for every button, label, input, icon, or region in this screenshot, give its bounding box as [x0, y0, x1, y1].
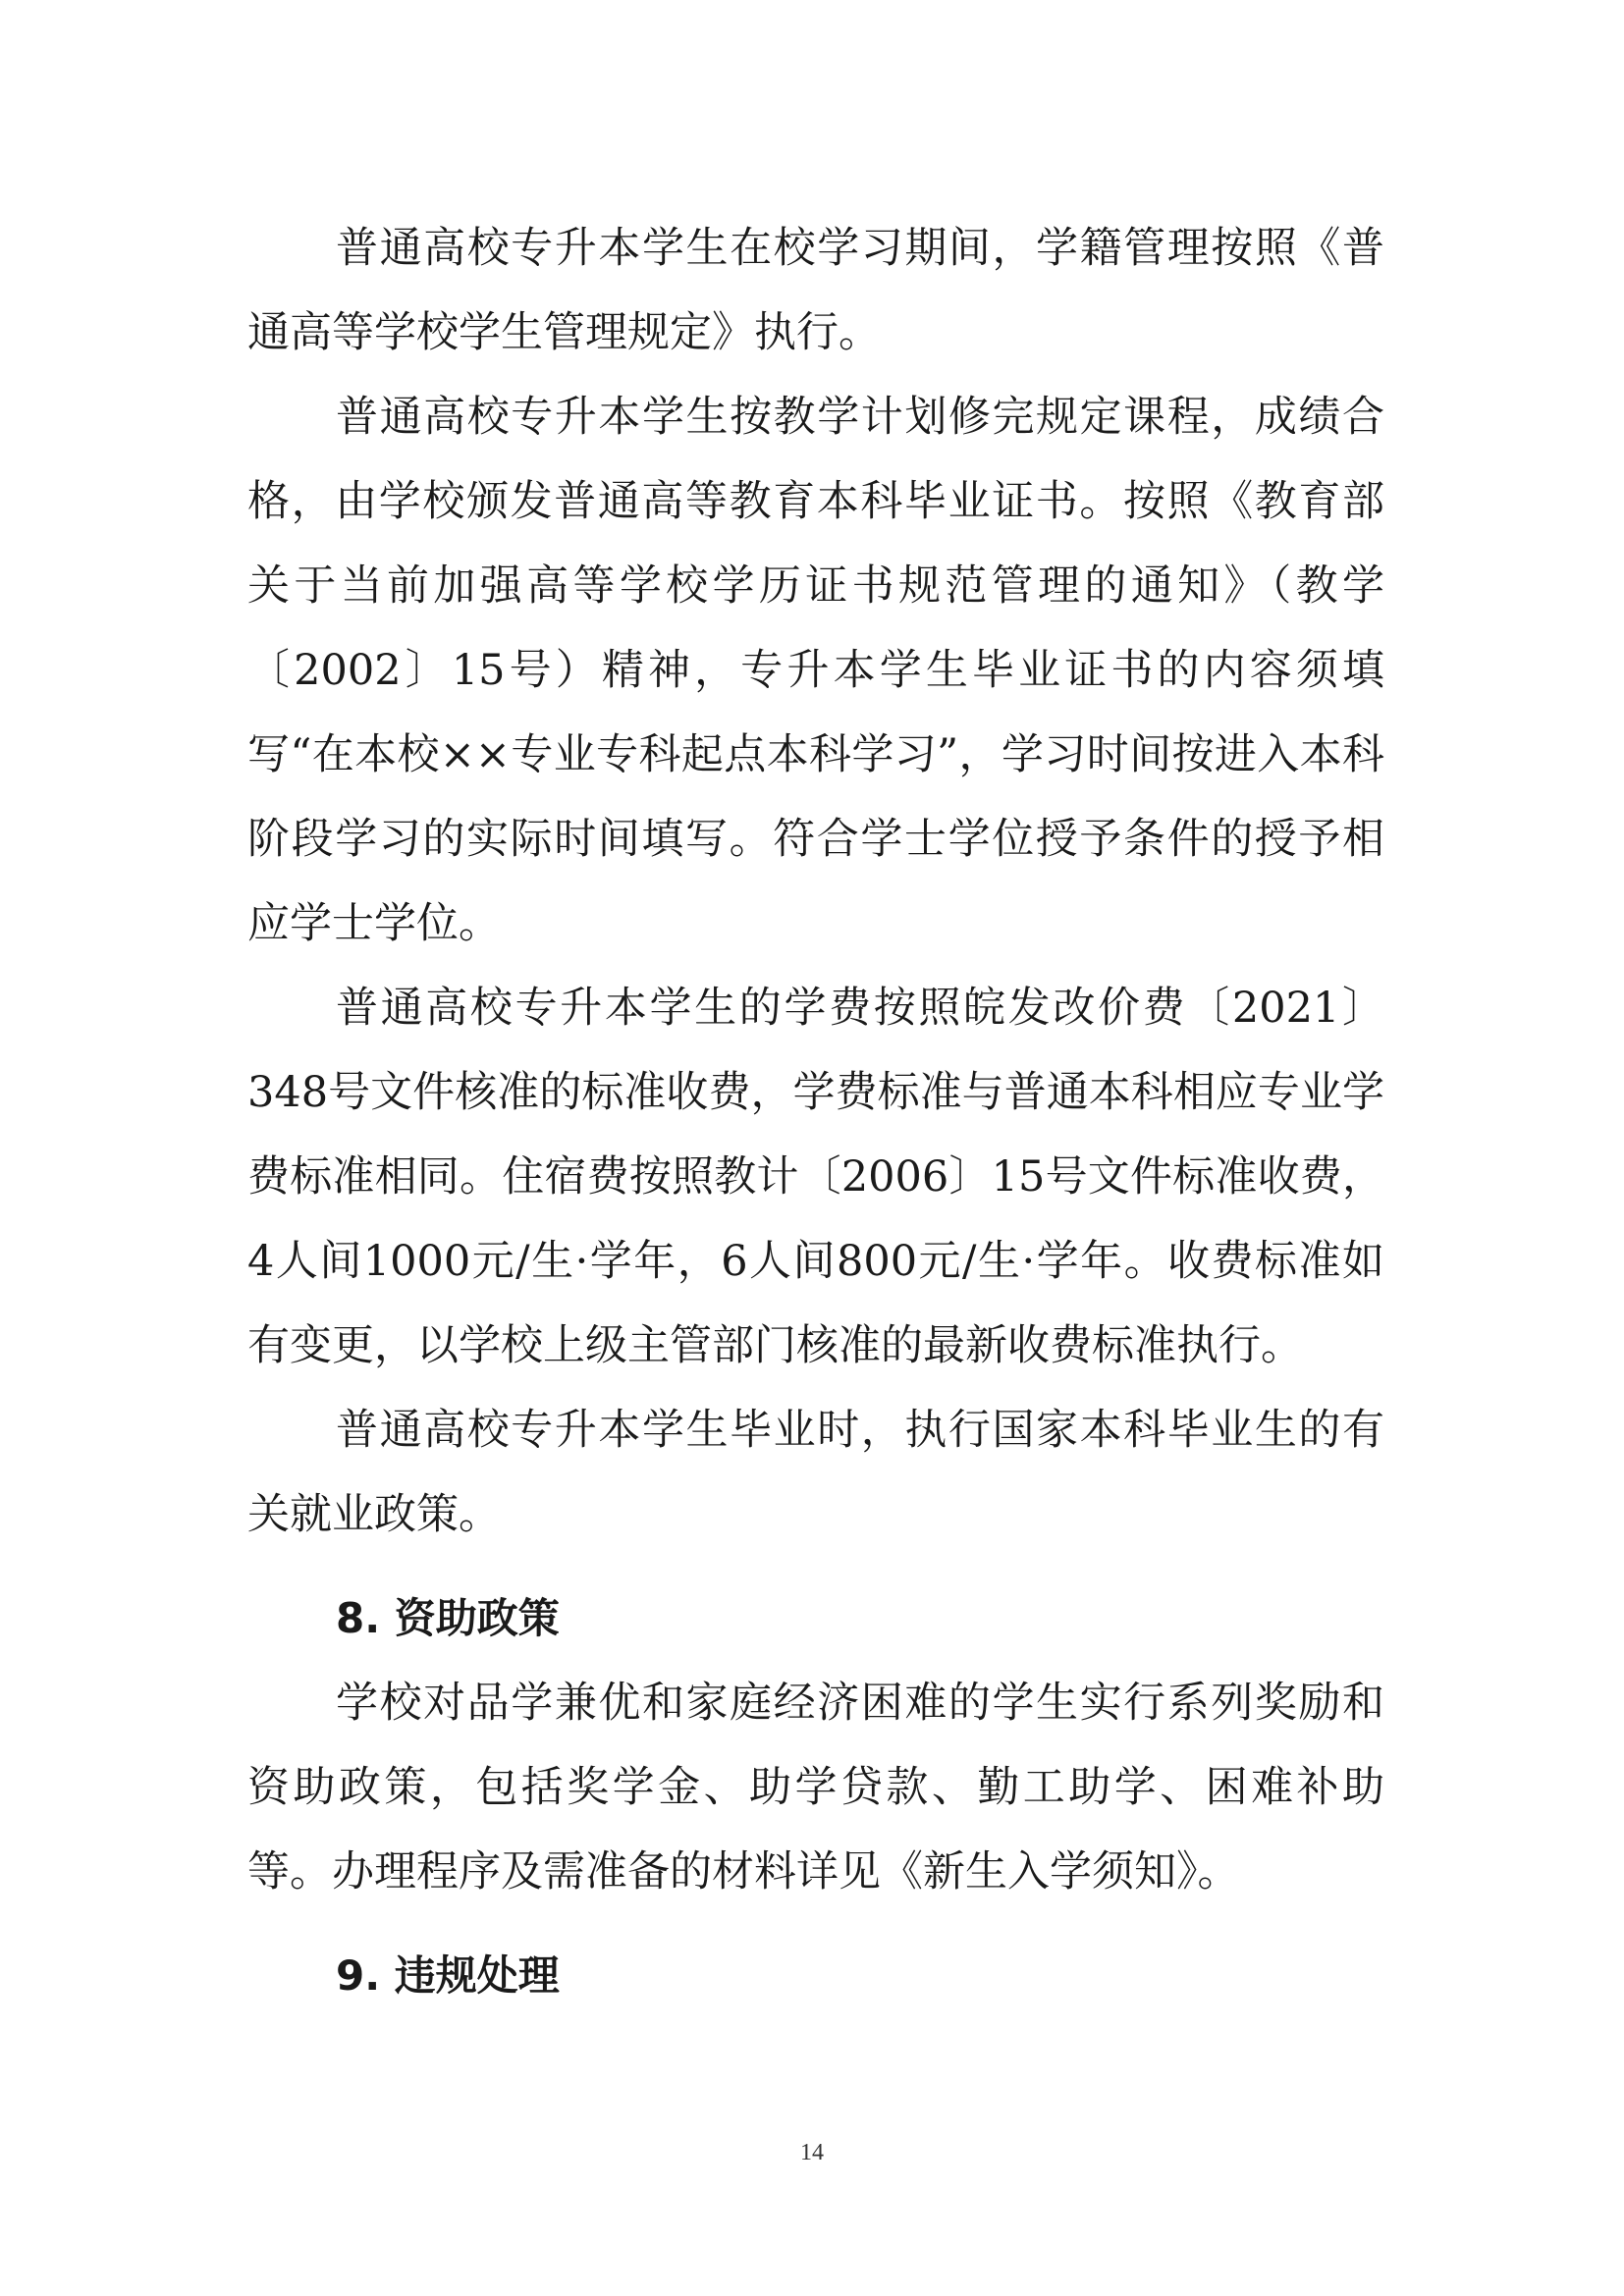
- section-heading-violation-handling: 9. 违规处理: [336, 1951, 560, 2000]
- page-number: 14: [800, 2140, 824, 2165]
- paragraph-employment-policy: 普通高校专升本学生毕业时，执行国家本科毕业生的有关就业政策。: [247, 1406, 1384, 1539]
- paragraph-financial-aid: 学校对品学兼优和家庭经济困难的学生实行系列奖励和资助政策，包括奖学金、助学贷款、勤工助学、困难补助等。办理程序及需准备的材料详见《新生入学须知》。: [247, 1679, 1384, 1896]
- section-heading-financial-aid: 8. 资助政策: [336, 1594, 560, 1642]
- paragraph-tuition-fees: 普通高校专升本学生的学费按照皖发改价费〔2021〕348号文件核准的标准收费，学费标准与普通本科相应专业学费标准相同。住宿费按照教计〔2006〕15号文件标准收费，4人间1000元/生·学年，6人间800元/生·学年。收费标准如有变更，以学校上级主管部门核准的最新收费标准执行。: [247, 984, 1384, 1370]
- paragraph-graduation-certificate: 普通高校专升本学生按教学计划修完规定课程，成绩合格，由学校颁发普通高等教育本科毕业证书。按照《教育部关于当前加强高等学校学历证书规范管理的通知》（教学〔2002〕15号）精神，专升本学生毕业证书的内容须填写“在本校××专业专科起点本科学习”，学习时间按进入本科阶段学习的实际时间填写。符合学士学位授予条件的授予相应学士学位。: [247, 393, 1384, 948]
- document-body: [247, 206, 1384, 2018]
- paragraph-student-status-management: 普通高校专升本学生在校学习期间，学籍管理按照《普通高等学校学生管理规定》执行。: [247, 224, 1384, 357]
